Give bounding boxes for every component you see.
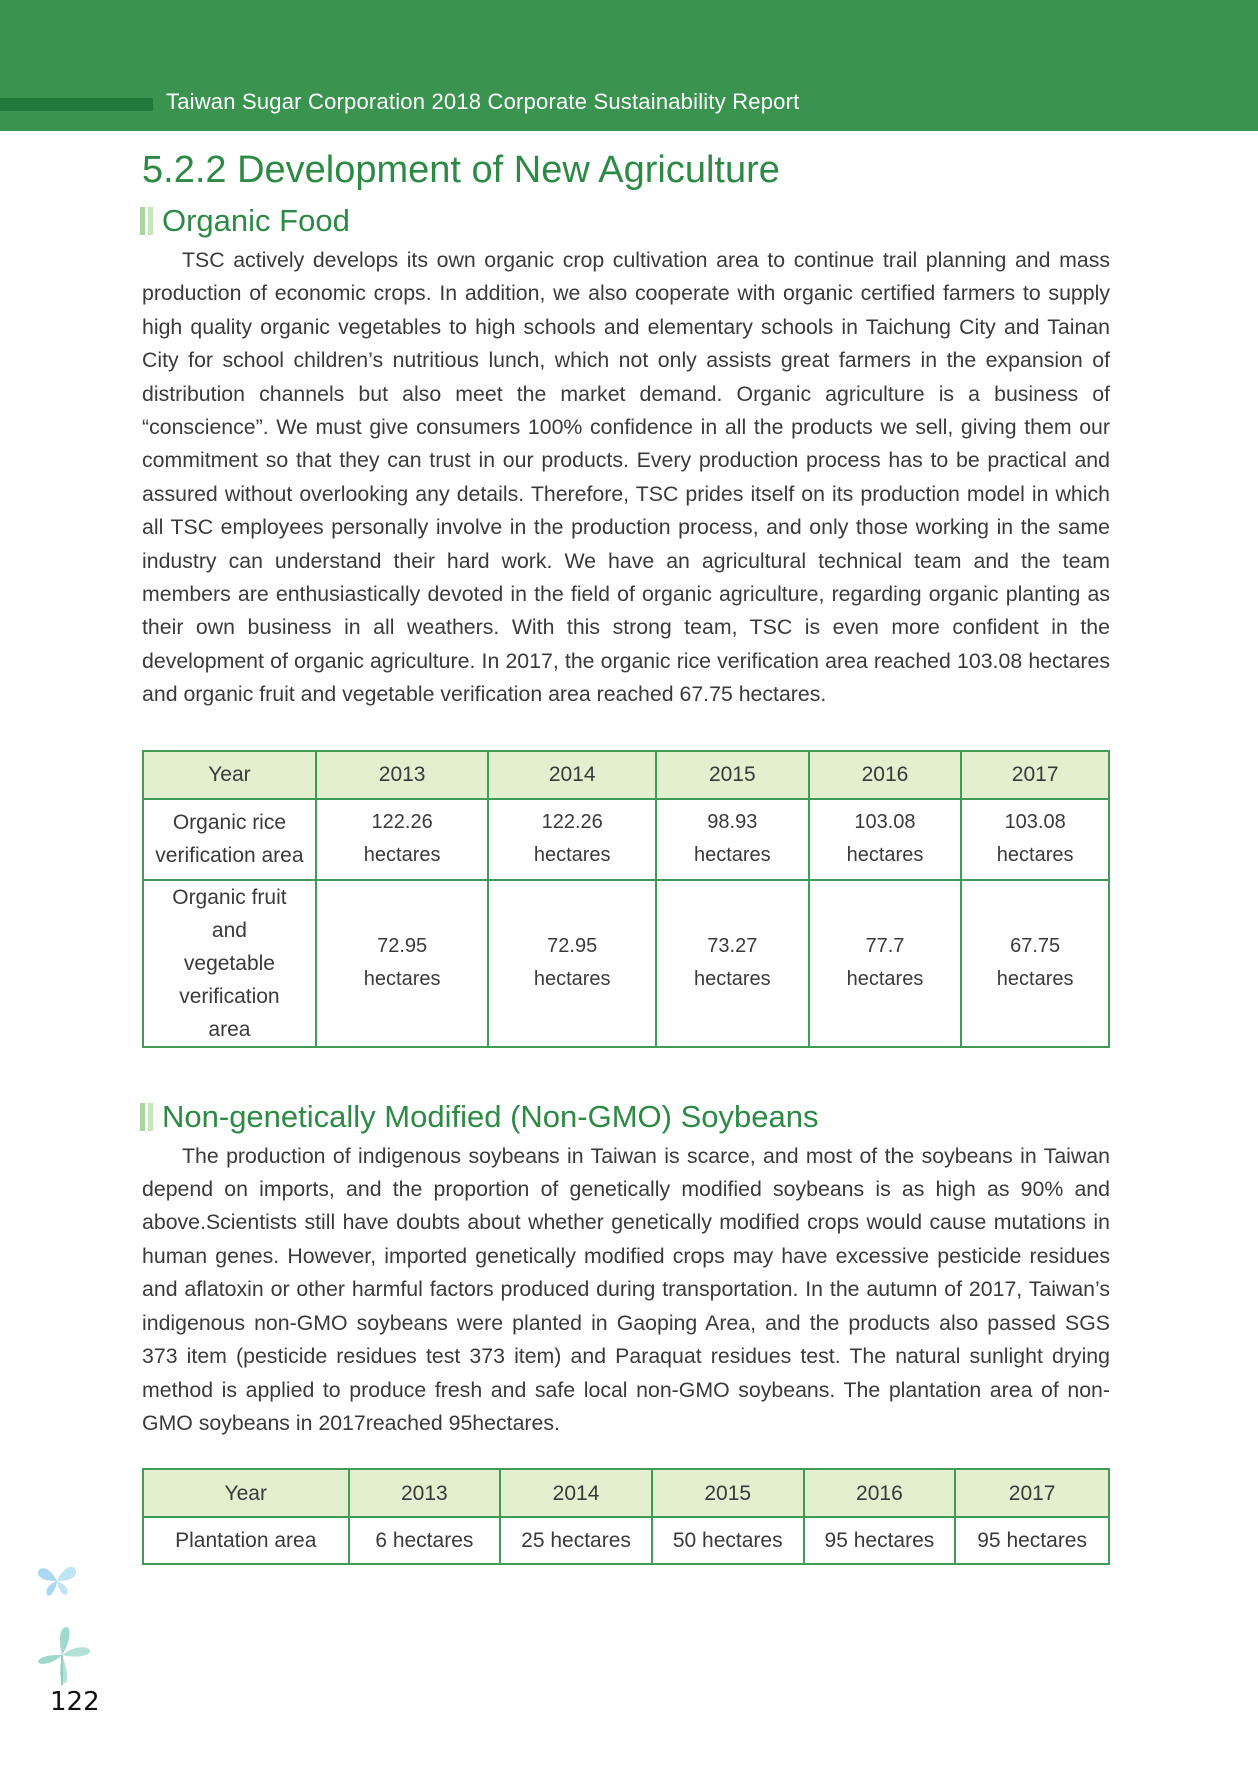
organic-area-table	[142, 750, 1110, 1048]
butterfly-icon	[36, 1563, 78, 1599]
table-cell: 25 hectares	[500, 1517, 652, 1564]
row-label: Organic fruit and vegetable verification area	[143, 880, 316, 1047]
row-label: Organic rice verification area	[143, 799, 316, 880]
non-gmo-heading	[140, 1100, 1110, 1134]
table-cell: 6 hectares	[349, 1517, 501, 1564]
header-2015: 2015	[656, 751, 809, 799]
header-year: Year	[143, 751, 316, 799]
header-2013: 2013	[316, 751, 489, 799]
table-cell: 95 hectares	[955, 1517, 1109, 1564]
organic-food-heading-text: Organic Food	[162, 202, 350, 238]
table-cell: 95 hectares	[804, 1517, 956, 1564]
table-header-row	[143, 1469, 1109, 1517]
table-cell: 103.08 hectares	[809, 799, 962, 880]
header-year: Year	[143, 1469, 349, 1517]
page-content	[142, 150, 1110, 1565]
organic-food-paragraph: TSC actively develops its own organic crop cultivation area to continue trail planning and mass production of economic crops. In addition, we also cooperate with organic certified farmers to supply high quality organic vegetables to high schools and elementary schools in Taichung City and Tainan City for school children’s nutritious lunch, which not only assists great farmers in the expansion of distribution channels but also meet the market demand. Organic agriculture is a business of “conscience”. We must give consumers 100% confidence in all the products we sell, giving them our commitment so that they can trust in our products. Every production process has to be practical and assured without overlooking any details. Therefore, TSC prides itself on its production model in which all TSC employees personally involve in the production process, and only those working in the same industry can understand their hard work. We have an agricultural technical team and the team members are enthusiastically devoted in the field of organic agriculture, regarding organic planting as their own business in all weathers. With this strong team, TSC is even more confident in the development of organic agriculture. In 2017, the organic rice verification area reached 103.08 hectares and organic fruit and vegetable verification area reached 67.75 hectares.	[142, 247, 1110, 707]
header-2016: 2016	[804, 1469, 956, 1517]
header-2014: 2014	[488, 751, 656, 799]
table-cell: 77.7 hectares	[809, 880, 962, 1047]
table-cell: 50 hectares	[652, 1517, 804, 1564]
header-2016: 2016	[809, 751, 962, 799]
organic-food-heading	[140, 204, 1110, 238]
table-cell: 72.95 hectares	[488, 880, 656, 1047]
row-label: Plantation area	[143, 1517, 349, 1564]
report-title: Taiwan Sugar Corporation 2018 Corporate Sustainability Report	[166, 89, 800, 114]
table-cell: 122.26 hectares	[316, 799, 489, 880]
table-header-row	[143, 751, 1109, 799]
header-2015: 2015	[652, 1469, 804, 1517]
non-gmo-heading-text: Non-genetically Modified (Non-GMO) Soybeans	[162, 1098, 819, 1134]
page-number: 122	[50, 1687, 100, 1717]
table-cell: 67.75 hectares	[961, 880, 1109, 1047]
table-cell: 72.95 hectares	[316, 880, 489, 1047]
section-title: 5.2.2 Development of New Agriculture	[142, 149, 780, 191]
table-row	[143, 880, 1109, 1047]
table-cell: 122.26 hectares	[488, 799, 656, 880]
heading-marker-icon	[140, 207, 154, 235]
header-2013: 2013	[349, 1469, 501, 1517]
table-cell: 98.93 hectares	[656, 799, 809, 880]
header-accent-strip	[0, 98, 153, 111]
table-cell: 73.27 hectares	[656, 880, 809, 1047]
non-gmo-paragraph: The production of indigenous soybeans in Taiwan is scarce, and most of the soybeans in Taiwan depend on imports, and the proportion of genetically modified soybeans is as high as 90% and above.Scientists still have doubts about whether genetically modified crops would cause mutations in human genes. However, imported genetically modified crops may have excessive pesticide residues and aflatoxin or other harmful factors produced during transportation. In the autumn of 2017, Taiwan’s indigenous non-GMO soybeans were planted in Gaoping Area, and the products also passed SGS 373 item (pesticide residues test 373 item) and Paraquat residues test. The natural sunlight drying method is applied to produce fresh and safe local non-GMO soybeans. The plantation area of non-GMO soybeans in 2017reached 95hectares.	[142, 1143, 1110, 1435]
table-row	[143, 799, 1109, 880]
butterfly-icon	[34, 1625, 94, 1687]
header-2014: 2014	[500, 1469, 652, 1517]
plantation-area-table	[142, 1468, 1110, 1565]
table-row	[143, 1517, 1109, 1564]
table-cell: 103.08 hectares	[961, 799, 1109, 880]
header-2017: 2017	[961, 751, 1109, 799]
header-2017: 2017	[955, 1469, 1109, 1517]
heading-marker-icon	[140, 1103, 154, 1131]
